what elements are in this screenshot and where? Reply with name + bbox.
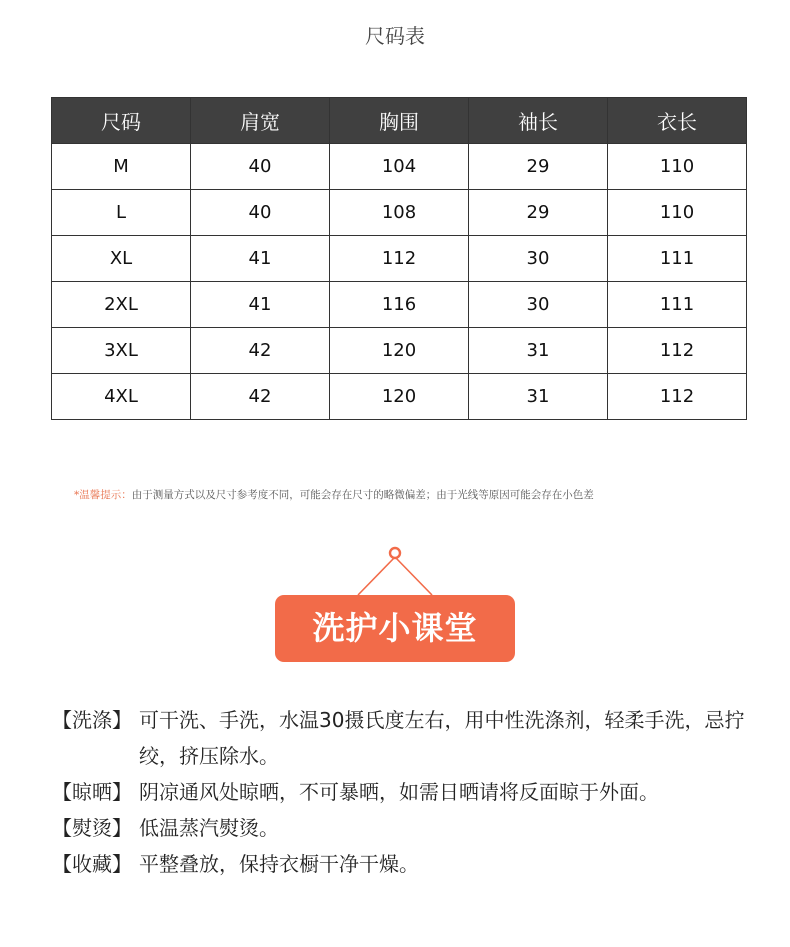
table-cell: M <box>52 144 191 190</box>
table-cell: 120 <box>330 328 469 374</box>
table-row <box>52 282 747 328</box>
care-item-washing <box>52 702 772 774</box>
table-cell: 41 <box>191 282 330 328</box>
table-cell: 110 <box>608 144 747 190</box>
table-cell: L <box>52 190 191 236</box>
care-item-drying <box>52 774 772 810</box>
table-cell: 30 <box>469 282 608 328</box>
table-cell: 112 <box>608 374 747 420</box>
header-sleeve-length: 袖长 <box>469 98 608 144</box>
care-badge: 洗护小课堂 <box>275 595 515 662</box>
measurement-notice <box>74 487 594 502</box>
care-item-storage <box>52 846 772 882</box>
table-cell: 4XL <box>52 374 191 420</box>
notice-text: 由于测量方式以及尺寸参考度不同，可能会存在尺寸的略微偏差；由于光线等原因可能会存在小色差 <box>131 489 594 501</box>
table-cell: 31 <box>469 374 608 420</box>
table-cell: 111 <box>608 236 747 282</box>
header-size: 尺码 <box>52 98 191 144</box>
table-cell: 29 <box>469 144 608 190</box>
hanging-string-icon <box>350 543 440 599</box>
table-row <box>52 236 747 282</box>
table-cell: 42 <box>191 328 330 374</box>
table-cell: 2XL <box>52 282 191 328</box>
care-section-header <box>0 543 790 673</box>
table-cell: 40 <box>191 190 330 236</box>
table-cell: XL <box>52 236 191 282</box>
table-cell: 29 <box>469 190 608 236</box>
table-cell: 116 <box>330 282 469 328</box>
table-cell: 112 <box>608 328 747 374</box>
header-chest: 胸围 <box>330 98 469 144</box>
table-cell: 41 <box>191 236 330 282</box>
table-cell: 30 <box>469 236 608 282</box>
care-item-value: 可干洗、手洗，水温30摄氏度左右，用中性洗涤剂，轻柔手洗，忌拧绞，挤压除水。 <box>139 708 745 768</box>
care-item-value: 低温蒸汽熨烫。 <box>139 816 279 840</box>
care-item-ironing <box>52 810 772 846</box>
care-item-key: 【洗涤】 <box>52 708 132 732</box>
table-cell: 112 <box>330 236 469 282</box>
table-cell: 110 <box>608 190 747 236</box>
size-chart-table <box>51 97 747 420</box>
care-item-key: 【收藏】 <box>52 852 132 876</box>
header-shoulder-width: 肩宽 <box>191 98 330 144</box>
care-item-value: 阴凉通风处晾晒，不可暴晒，如需日晒请将反面晾于外面。 <box>139 780 659 804</box>
table-row <box>52 190 747 236</box>
table-cell: 111 <box>608 282 747 328</box>
care-item-key: 【熨烫】 <box>52 816 132 840</box>
table-cell: 3XL <box>52 328 191 374</box>
table-cell: 31 <box>469 328 608 374</box>
table-cell: 42 <box>191 374 330 420</box>
care-instructions <box>52 702 772 882</box>
header-garment-length: 衣长 <box>608 98 747 144</box>
table-row <box>52 144 747 190</box>
table-cell: 120 <box>330 374 469 420</box>
page-title: 尺码表 <box>365 24 425 48</box>
care-item-value: 平整叠放，保持衣橱干净干燥。 <box>139 852 419 876</box>
table-row <box>52 328 747 374</box>
care-item-key: 【晾晒】 <box>52 780 132 804</box>
table-header-row <box>52 98 747 144</box>
notice-label: *温馨提示： <box>74 489 132 501</box>
table-cell: 108 <box>330 190 469 236</box>
table-row <box>52 374 747 420</box>
table-cell: 104 <box>330 144 469 190</box>
table-cell: 40 <box>191 144 330 190</box>
